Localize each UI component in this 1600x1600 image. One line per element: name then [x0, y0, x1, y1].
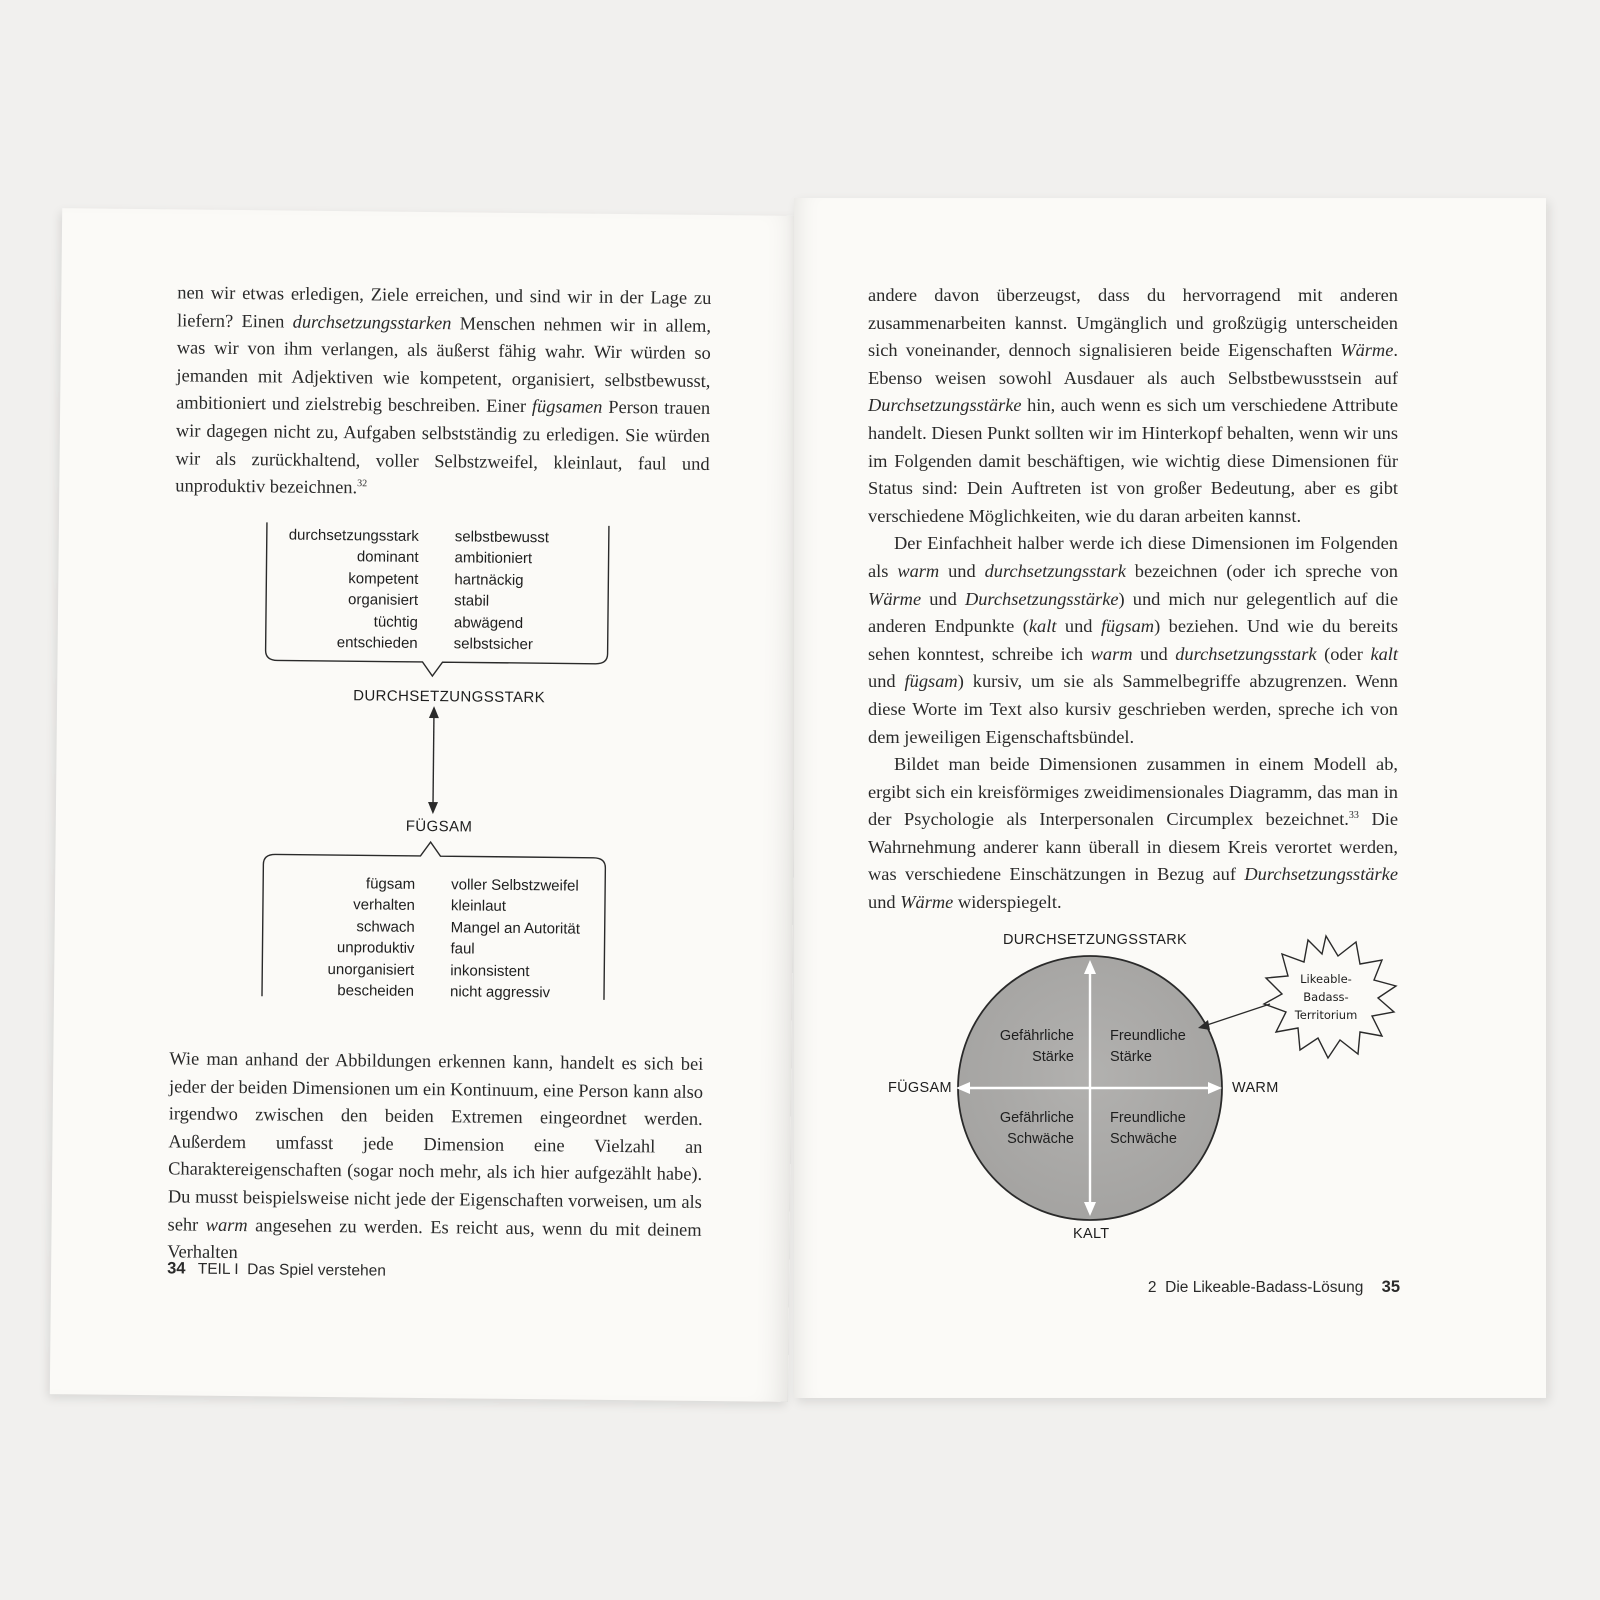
- text-run: Bildet man beide Dimensionen zusammen in einem Modell ab, ergibt sich ein kreisförmiges zweidimensionales Diagramm, das man in der Psychologie als Interpersonalen Circumplex bezeichnet.: [868, 754, 1398, 830]
- arrow-head-up: [429, 706, 439, 718]
- list-line: dominant: [356, 548, 419, 567]
- list-line: Badass-: [1303, 990, 1349, 1004]
- italic-term: kalt: [1370, 643, 1399, 664]
- list-line: Gefährliche: [999, 1110, 1074, 1126]
- list-line: Freundliche: [1110, 1110, 1186, 1126]
- list-line: fügsam: [365, 875, 416, 893]
- list-line: nicht aggressiv: [449, 983, 551, 1002]
- list-line: selbstsicher: [453, 635, 533, 654]
- badge-label: [1274, 970, 1378, 1024]
- italic-term: fügsamen: [531, 396, 603, 418]
- list-line: Stärke: [1110, 1049, 1152, 1065]
- traits-top-right: [454, 526, 625, 656]
- list-line: entschieden: [336, 634, 418, 652]
- list-line: selbstbewusst: [454, 528, 550, 547]
- list-line: Gefährliche: [999, 1028, 1074, 1044]
- arrow-head-down: [428, 802, 438, 814]
- label-durchsetzungsstark: DURCHSETZUNGSSTARK: [353, 687, 546, 707]
- italic-term: durchsetzungsstark: [1175, 643, 1317, 664]
- circumplex-label-right: WARM: [1232, 1080, 1279, 1096]
- list-line: Schwäche: [1007, 1131, 1074, 1147]
- text-run: ) beziehen. Und wie du bereits sehen konntest, schreibe ich: [868, 616, 1398, 664]
- circumplex-label-bottom: KALT: [1073, 1226, 1110, 1242]
- text-run: bezeichnen (oder ich spreche von: [1125, 560, 1399, 581]
- list-line: kompetent: [348, 569, 419, 588]
- label-fuegsam: FÜGSAM: [405, 817, 473, 836]
- italic-term: Durchsetzungsstärke: [964, 588, 1119, 609]
- list-line: hartnäckig: [454, 571, 524, 589]
- text-run: und: [868, 892, 901, 913]
- text-run: und: [1056, 616, 1101, 637]
- running-head-right: 2 Die Likeable-Badass-Lösung: [1147, 1279, 1364, 1296]
- text-run: Die Wahrnehmung anderer kann überall in diesem Kreis verortet werden, was verschiedene Einschätzungen in Bezug auf: [868, 809, 1398, 885]
- list-line: tüchtig: [373, 613, 419, 631]
- text-run: nen wir etwas erledigen, Ziele erreichen, und sind wir in der Lage zu liefern? Einen: [176, 282, 712, 332]
- traits-bottom-right: [450, 874, 651, 1005]
- circumplex-diagram: [794, 198, 1546, 1398]
- italic-term: warm: [1090, 643, 1133, 664]
- text-run: Person trauen wir dagegen nicht zu, Aufgaben selbstständig zu erledigen. Sie würden wir als zurückhaltend, voller Selbstzweifel, kleinlaut, faul und unproduktiv bezeichnen.: [175, 397, 711, 498]
- left-footer: [167, 1259, 386, 1280]
- text-run: ) und mich nur gelegentlich auf die anderen Endpunkte (: [868, 588, 1399, 637]
- text-run: Wie man anhand der Abbildungen erkennen kann, handelt es sich bei jeder der beiden Dimensionen um ein Kontinuum, eine Person kann also irgendwo zwischen den beiden Extremen eingeordnet werden. Außerdem umfasst jede Dimension eine Vielzahl an Charaktereigenschaften (sogar noch mehr, als ich hier aufgezählt habe). Du musst beispielsweise nicht jede der Eigenschaften vorweisen, um als sehr: [167, 1048, 704, 1235]
- italic-term: Durchsetzungsstärke: [1244, 864, 1398, 885]
- text-run: hin, auch wenn es sich um verschiedene Attribute handelt. Diesen Punkt sollten wir im Hinterkopf behalten, wenn wir uns im Folgenden damit beschäftigen, wie wichtig diese Dimensionen für Status sind: Dein Auftreten ist von großer Bedeutung, aber es gibt verschiedene Möglichkeiten, wie du daran arbeiten kannst.: [868, 395, 1398, 526]
- list-line: Territorium: [1294, 1008, 1358, 1022]
- list-line: faul: [450, 940, 475, 958]
- page-number-right: 35: [1381, 1278, 1400, 1296]
- list-line: voller Selbstzweifel: [451, 876, 579, 895]
- right-page: [794, 198, 1546, 1398]
- italic-term: durchsetzungsstarken: [292, 311, 452, 333]
- list-line: Likeable-: [1300, 972, 1352, 986]
- continuum-arrow: [433, 714, 434, 808]
- left-page: [50, 208, 800, 1402]
- list-line: inkonsistent: [450, 961, 530, 980]
- italic-term: fügsam: [904, 671, 958, 692]
- text-run: und: [1132, 643, 1176, 664]
- list-line: stabil: [454, 592, 490, 610]
- text-run: und: [921, 588, 965, 609]
- list-line: unorganisiert: [327, 960, 415, 979]
- list-line: Schwäche: [1110, 1131, 1177, 1147]
- left-body-bottom: [167, 1045, 703, 1271]
- running-head-left: TEIL I Das Spiel verstehen: [197, 1260, 386, 1280]
- italic-term: durchsetzungsstark: [984, 560, 1126, 581]
- traits-top-left: [258, 524, 419, 654]
- right-footer: [1140, 1278, 1400, 1297]
- list-line: Stärke: [1032, 1049, 1074, 1065]
- list-line: abwägend: [453, 613, 524, 632]
- circumplex-label-left: FÜGSAM: [888, 1080, 952, 1096]
- quadrant-friendly-weakness: [1110, 1108, 1230, 1150]
- italic-term: warm: [897, 560, 940, 581]
- traits-bottom-left: [254, 872, 415, 1002]
- page-number-left: 34: [167, 1259, 186, 1278]
- text-run: andere davon überzeugst, dass du hervorragend mit anderen zusammenarbeiten kannst. Umgänglich und großzügig unterscheiden sich voneinander, dennoch signalisieren beide Eigenschaften: [868, 285, 1398, 361]
- badge-pointer: [1204, 1004, 1270, 1026]
- text-run: ) kursiv, um sie als Sammelbegriffe abzugrenzen. Wenn diese Worte im Text also kursiv geschrieben werden, spreche ich von dem jeweiligen Eigenschaftsbündel.: [868, 671, 1398, 747]
- italic-term: Wärme: [1340, 340, 1394, 361]
- italic-term: Wärme: [868, 588, 922, 609]
- list-line: organisiert: [348, 591, 419, 610]
- italic-term: Durchsetzungsstärke: [868, 395, 1022, 416]
- circumplex-label-top: DURCHSETZUNGSSTARK: [1003, 932, 1187, 948]
- footnote-ref: 32: [357, 478, 368, 490]
- list-line: Freundliche: [1110, 1028, 1186, 1044]
- italic-term: warm: [205, 1214, 248, 1235]
- list-line: ambitioniert: [454, 549, 533, 568]
- list-line: durchsetzungsstark: [288, 526, 419, 545]
- footnote-ref: 33: [1348, 810, 1359, 822]
- list-line: unproduktiv: [336, 939, 415, 958]
- list-line: schwach: [356, 918, 415, 936]
- quadrant-friendly-strength: [1110, 1026, 1230, 1068]
- text-run: und: [868, 671, 905, 692]
- quadrant-dangerous-weakness: [964, 1108, 1074, 1150]
- text-run: . Ebenso weisen sowohl Ausdauer als auch Selbstbewusstsein auf: [868, 340, 1398, 388]
- list-line: Mangel an Autorität: [450, 919, 581, 938]
- italic-term: kalt: [1028, 616, 1057, 637]
- text-run: Der Einfachheit halber werde ich diese Dimensionen im Folgenden als: [868, 533, 1398, 581]
- text-run: und: [939, 560, 985, 581]
- list-line: verhalten: [353, 896, 416, 915]
- text-run: angesehen zu werden. Es reicht aus, wenn du mit deinem Verhalten: [167, 1214, 702, 1263]
- list-line: bescheiden: [337, 982, 415, 1000]
- text-run: Menschen nehmen wir in allem, was wir von ihm verlangen, als äußerst fähig wahr. Wir würden so jemanden mit Adjektiven wie kompetent, organisiert, selbstbewusst, ambitioniert und zielstrebig beschreiben. Einer: [176, 312, 712, 417]
- text-run: (oder: [1316, 643, 1371, 664]
- italic-term: Wärme: [900, 892, 954, 913]
- list-line: kleinlaut: [450, 897, 507, 916]
- italic-term: fügsam: [1100, 616, 1155, 637]
- quadrant-dangerous-strength: [964, 1026, 1074, 1068]
- text-run: widerspiegelt.: [953, 892, 1062, 913]
